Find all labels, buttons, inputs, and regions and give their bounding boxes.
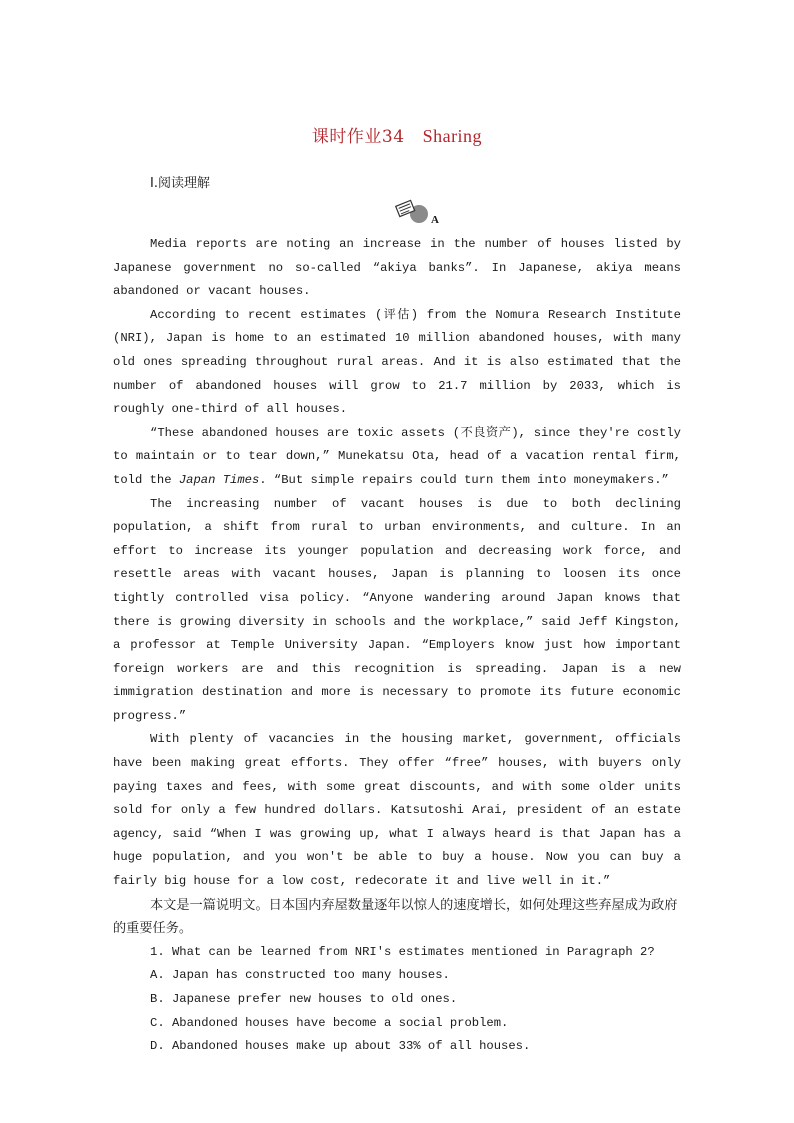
passage-summary: 本文是一篇说明文。日本国内弃屋数量逐年以惊人的速度增长，如何处理这些弃屋成为政府的重要任务。 [113, 897, 678, 937]
question-1-option-d[interactable]: D. Abandoned houses make up about 33% of all houses. [150, 1039, 531, 1054]
question-1-stem: 1. What can be learned from NRI's estimates mentioned in Paragraph 2? [150, 944, 655, 959]
title-english: Sharing [422, 126, 483, 146]
paragraph-3 [113, 422, 681, 493]
paragraph-3-part-a: “These abandoned houses are toxic assets (不良资产), since they're costly to maintain or to tear down,” Munekatsu Ota, head of a vacation rental firm, told the [113, 425, 681, 487]
paragraph-2: According to recent estimates (评估) from the Nomura Research Institute (NRI), Japan is home to an estimated 10 million abandoned houses, with many old ones spreading throughout rural areas. And it is also estimated that the number of abandoned houses will grow to 21.7 million by 2033, which is roughly one-third of all houses. [113, 307, 681, 417]
passage-marker [395, 196, 441, 226]
paragraph-1: Media reports are noting an increase in the number of houses listed by Japanese government no so-called “akiya banks”. In Japanese, akiya means abandoned or vacant houses. [113, 237, 681, 299]
passage-icon [395, 196, 435, 226]
question-1-option-a[interactable]: A. Japan has constructed too many houses. [150, 968, 450, 983]
title-chinese: 课时作业34 [311, 127, 405, 147]
question-1-option-c[interactable]: C. Abandoned houses have become a social problem. [150, 1015, 509, 1030]
question-1-option-b[interactable]: B. Japanese prefer new houses to old ones. [150, 992, 458, 1006]
paragraph-3-part-b: . “But simple repairs could turn them into moneymakers.” [259, 472, 669, 487]
passage-label: A [431, 214, 439, 226]
newspaper-name: Japan Times [178, 472, 260, 487]
page-title [0, 122, 794, 147]
paragraph-5: With plenty of vacancies in the housing market, government, officials have been making great efforts. They offer “free” houses, with buyers only paying taxes and fees, with some great discounts, and with some older units sold for only a few hundred dollars. Katsutoshi Arai, president of an estate agency, said “When I was growing up, what I always heard is that Japan has a huge population, and you won't be able to buy a house. Now you can buy a fairly big house for a low cost, redecorate it and live well in it.” [113, 732, 681, 889]
section-heading-reading: Ⅰ.阅读理解 [150, 176, 210, 191]
passage-body [113, 233, 681, 1059]
paragraph-4: The increasing number of vacant houses is due to both declining population, a shift from rural to urban environments, and culture. In an effort to increase its younger population and decreasing work force, and resettle areas with vacant houses, Japan is planning to loosen its once tightly controlled visa policy. “Anyone wandering around Japan knows that there is growing diversity in schools and the workplace,” said Jeff Kingston, a professor at Temple University Japan. “Employers know just how important foreign workers are and this recognition is spreading. Japan is a new immigration destination and more is necessary to promote its future economic progress.” [113, 496, 681, 723]
